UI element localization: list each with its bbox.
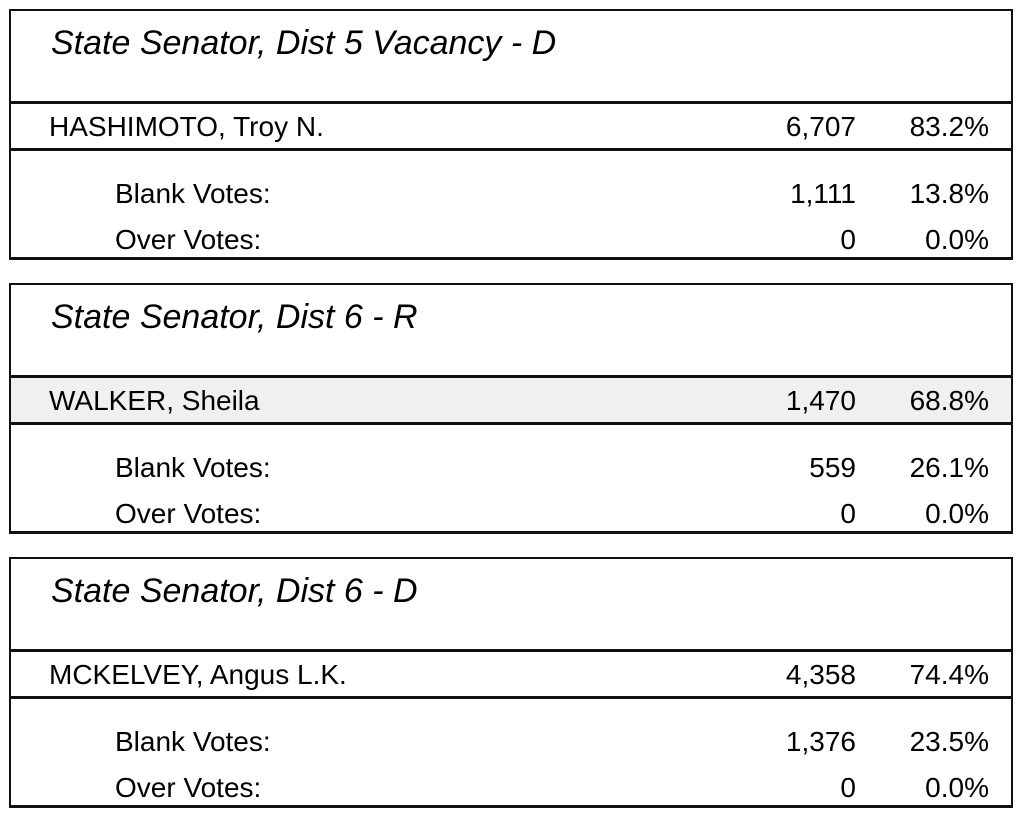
over-votes-count: 0	[840, 224, 856, 255]
blank-votes-row	[11, 721, 1011, 765]
race-title: State Senator, Dist 6 - R	[51, 298, 418, 336]
blank-votes-label: Blank Votes:	[115, 726, 271, 757]
candidate-votes: 4,358	[785, 659, 856, 690]
over-votes-label: Over Votes:	[115, 772, 262, 803]
blank-votes-count: 1,376	[785, 726, 856, 757]
over-votes-label: Over Votes:	[115, 498, 262, 529]
over-votes-count: 0	[840, 498, 856, 529]
candidate-row	[11, 375, 1011, 425]
blank-votes-label: Blank Votes:	[115, 178, 271, 209]
candidate-percent: 74.4%	[909, 659, 989, 690]
over-votes-label: Over Votes:	[115, 224, 262, 255]
over-votes-row	[11, 493, 1011, 537]
over-votes-count: 0	[840, 772, 856, 803]
over-votes-percent: 0.0%	[925, 498, 989, 529]
candidate-percent: 83.2%	[909, 111, 989, 142]
candidate-votes: 1,470	[785, 385, 856, 416]
blank-votes-row	[11, 173, 1011, 217]
over-votes-percent: 0.0%	[925, 772, 989, 803]
candidate-row	[11, 101, 1011, 151]
candidate-name: HASHIMOTO, Troy N.	[49, 111, 324, 142]
candidate-name: MCKELVEY, Angus L.K.	[49, 659, 347, 690]
blank-votes-percent: 13.8%	[909, 178, 989, 209]
blank-votes-percent: 26.1%	[909, 452, 989, 483]
blank-votes-row	[11, 447, 1011, 491]
blank-votes-percent: 23.5%	[909, 726, 989, 757]
race-section-dist6-r	[9, 283, 1013, 534]
over-votes-row	[11, 219, 1011, 263]
over-votes-percent: 0.0%	[925, 224, 989, 255]
race-title: State Senator, Dist 5 Vacancy - D	[51, 24, 557, 62]
race-title: State Senator, Dist 6 - D	[51, 572, 418, 610]
candidate-percent: 68.8%	[909, 385, 989, 416]
candidate-name: WALKER, Sheila	[49, 385, 260, 416]
race-section-dist6-d	[9, 557, 1013, 808]
candidate-row	[11, 649, 1011, 699]
candidate-votes: 6,707	[785, 111, 856, 142]
blank-votes-count: 559	[809, 452, 856, 483]
blank-votes-label: Blank Votes:	[115, 452, 271, 483]
over-votes-row	[11, 767, 1011, 811]
blank-votes-count: 1,111	[790, 178, 856, 209]
race-section-dist5-vacancy-d	[9, 9, 1013, 260]
